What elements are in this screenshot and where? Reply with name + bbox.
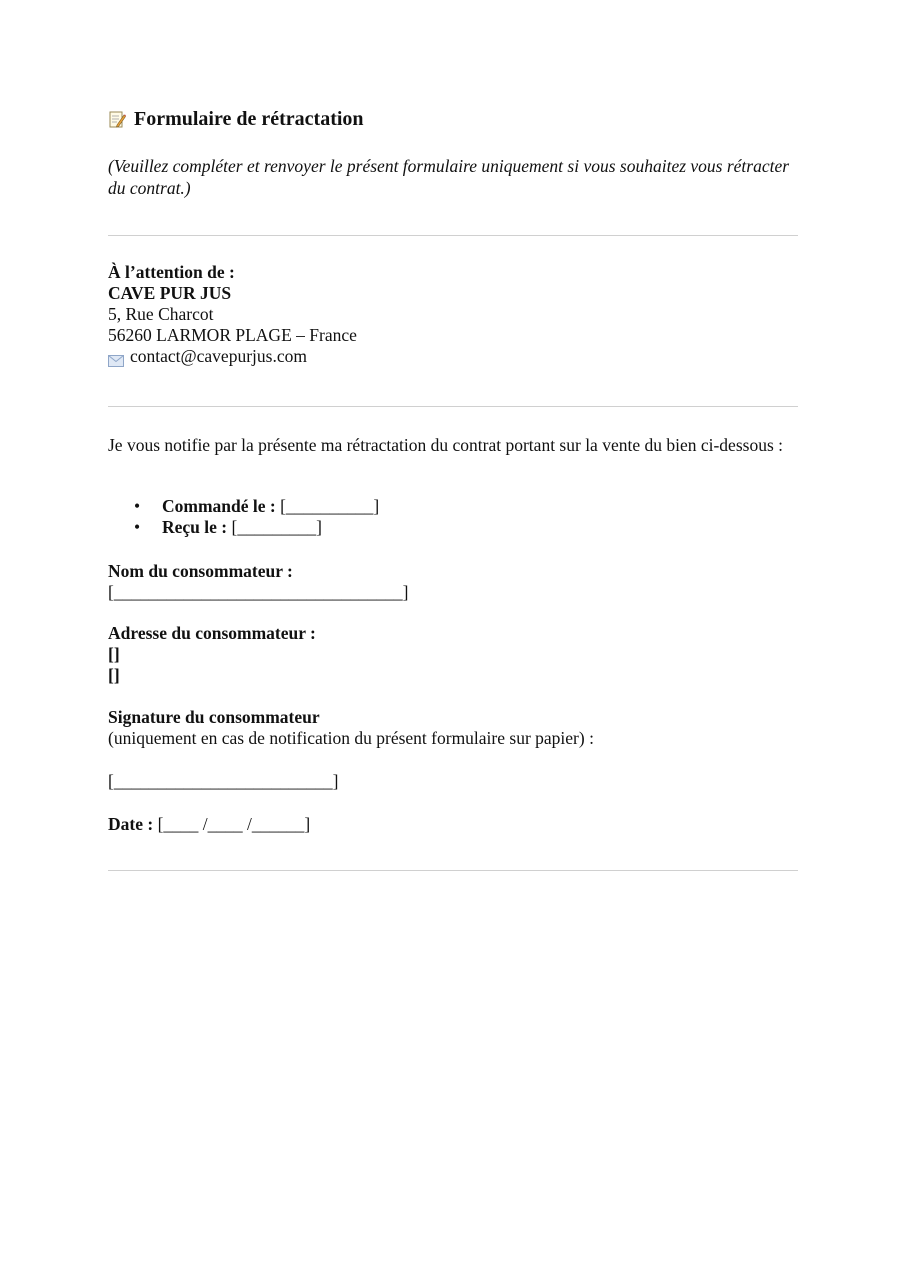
- order-dates-list: [134, 496, 379, 538]
- email-icon: [108, 351, 124, 363]
- recipient-email-row: [108, 346, 798, 367]
- signature-label: Signature du consommateur: [108, 707, 320, 727]
- date-field: [____ /____ /______]: [157, 814, 311, 834]
- recipient-heading: À l’attention de :: [108, 262, 235, 282]
- date-label: Date :: [108, 814, 154, 834]
- ordered-on-value: [__________]: [280, 496, 380, 516]
- list-item: [134, 496, 379, 517]
- memo-icon: [108, 111, 126, 129]
- recipient-company: CAVE PUR JUS: [108, 283, 232, 303]
- received-on-value: [_________]: [231, 517, 322, 537]
- notification-text: Je vous notifie par la présente ma rétractation du contrat portant sur la vente du bien ci-dessous :: [108, 435, 783, 455]
- consumer-name-section: [108, 561, 798, 603]
- page-title: Formulaire de rétractation: [134, 108, 364, 130]
- recipient-address: [108, 262, 798, 367]
- signature-field: [_________________________]: [108, 771, 339, 791]
- form-instructions: (Veuillez compléter et renvoyer le présent formulaire uniquement si vous souhaitez vous rétracter du contrat.): [108, 156, 790, 198]
- consumer-name-label: Nom du consommateur :: [108, 561, 293, 581]
- consumer-address-label: Adresse du consommateur :: [108, 623, 316, 643]
- divider: [108, 235, 798, 236]
- recipient-email: contact@cavepurjus.com: [130, 346, 307, 366]
- recipient-street: 5, Rue Charcot: [108, 304, 214, 324]
- signature-note: (uniquement en cas de notification du présent formulaire sur papier) :: [108, 728, 594, 748]
- divider: [108, 406, 798, 407]
- consumer-address-line1: []: [108, 644, 120, 664]
- consumer-name-field: [_________________________________]: [108, 582, 409, 602]
- date-section: [108, 814, 798, 835]
- list-item: [134, 517, 379, 538]
- bullet-icon: •: [134, 517, 141, 537]
- ordered-on-label: Commandé le :: [162, 496, 276, 516]
- divider: [108, 870, 798, 871]
- bullet-icon: •: [134, 496, 141, 516]
- consumer-address-line2: []: [108, 665, 120, 685]
- consumer-address-section: [108, 623, 798, 686]
- consumer-signature-section: [108, 707, 798, 749]
- received-on-label: Reçu le :: [162, 517, 228, 537]
- recipient-city: 56260 LARMOR PLAGE – France: [108, 325, 357, 345]
- form-title-row: [108, 108, 364, 131]
